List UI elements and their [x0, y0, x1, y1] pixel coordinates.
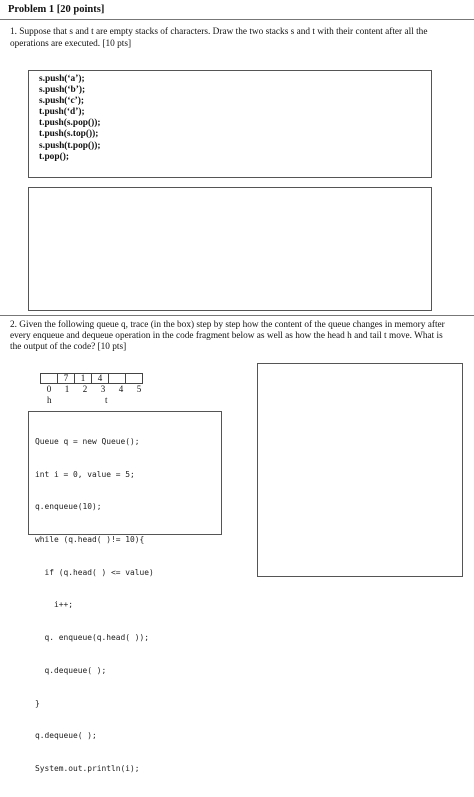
code-line: s.push(‘c’);: [39, 96, 85, 107]
code-line: System.out.println(i);: [35, 764, 140, 773]
problem-title: Problem 1 [20 points]: [8, 4, 105, 15]
question-1-text: 1. Suppose that s and t are empty stacks of characters. Draw the two stacks s and t with their content after all the operations are executed. [10 pts]: [10, 27, 428, 49]
code-line: t.pop();: [39, 151, 69, 162]
divider-middle: [0, 315, 474, 316]
divider-top: [0, 19, 474, 20]
code-line: t.push(s.pop());: [39, 118, 101, 129]
stack-operations-box: [28, 70, 432, 178]
question-2-text: 2. Given the following queue q, trace (in the box) step by step how the content of the queue changes in memory after every enqueue and dequeue operation in the code fragment below as well as how the head h and tail t move. What is the output of the code? [10 pts]: [10, 320, 445, 352]
code-line: s.push(t.pop());: [39, 140, 101, 151]
code-line: while (q.head( )!= 10){: [35, 534, 145, 544]
code-line: t.push(s.top());: [39, 129, 99, 140]
code-line: q.enqueue(10);: [35, 502, 102, 512]
code-line: s.push(‘a’);: [39, 74, 85, 84]
answer-box-queue[interactable]: [257, 363, 463, 577]
queue-cell: [109, 374, 126, 384]
queue-cell: [41, 374, 58, 384]
code-line: int i = 0, value = 5;: [35, 469, 135, 479]
code-line: q.dequeue( );: [35, 731, 97, 741]
code-line: i++;: [35, 600, 74, 610]
answer-box-stacks[interactable]: [28, 187, 432, 311]
queue-cell: [126, 374, 143, 384]
queue-index: 2: [82, 384, 88, 394]
code-line: Queue q = new Queue();: [35, 436, 140, 446]
queue-index: 5: [136, 384, 142, 394]
code-line: q.dequeue( );: [35, 665, 107, 675]
queue-index: 1: [64, 384, 70, 394]
code-line: s.push(‘b’);: [39, 85, 86, 96]
queue-index: 0: [46, 384, 52, 394]
queue-array: [40, 373, 143, 384]
queue-index: 4: [118, 384, 124, 394]
stack-operations-code: [39, 74, 100, 163]
queue-code: [35, 415, 154, 797]
code-line: t.push(‘d’);: [39, 107, 85, 118]
code-line: q. enqueue(q.head( ));: [35, 633, 150, 643]
tail-marker: t: [105, 395, 108, 405]
code-line: }: [35, 698, 40, 708]
queue-cell: 7: [58, 374, 75, 384]
queue-cell: 1: [75, 374, 92, 384]
queue-index: 3: [100, 384, 106, 394]
queue-code-box: [28, 411, 222, 773]
queue-cell: 4: [92, 374, 109, 384]
head-marker: h: [47, 395, 52, 405]
code-line: if (q.head( ) <= value): [35, 567, 154, 577]
